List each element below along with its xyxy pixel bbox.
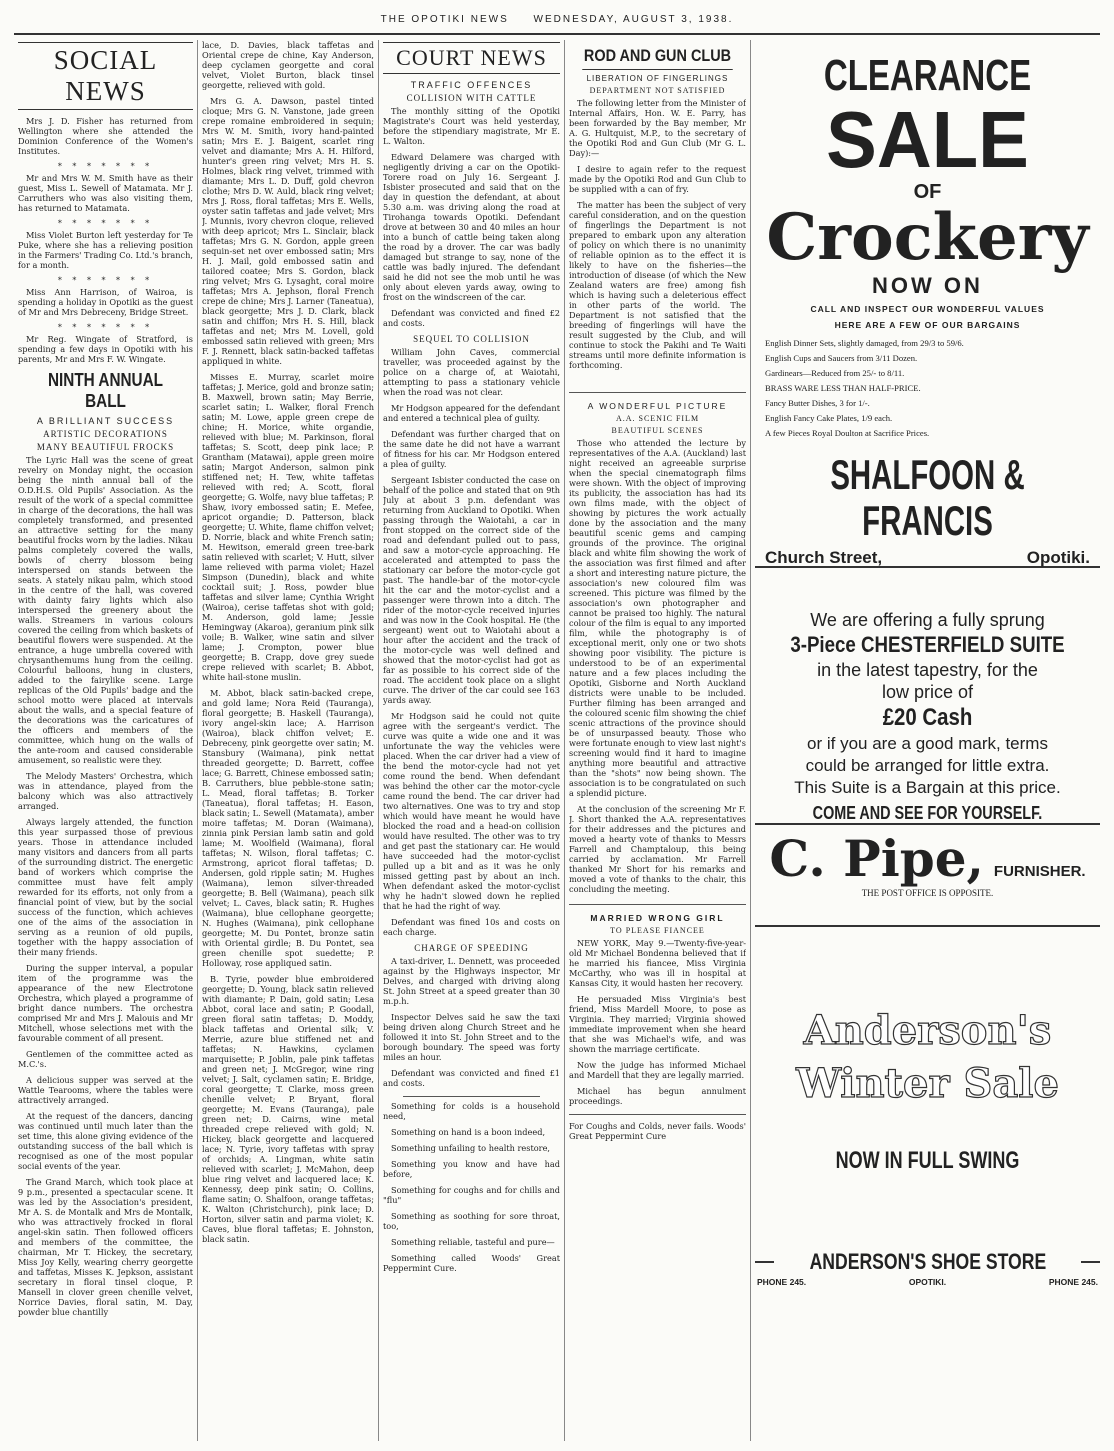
court-paragraph: Defendant was further charged that on the same date he did not have a warrant of fitness for his car. Mr Hodgson entered a plea of guilty. — [383, 429, 560, 469]
cure-footer: For Coughs and Colds, never fails. Woods' Great Peppermint Cure — [569, 1121, 746, 1141]
pipe-line: could be arranged for little extra. — [805, 756, 1050, 775]
rod-subheading: DEPARTMENT NOT SATISFIED — [589, 86, 726, 95]
pipe-trade: FURNISHER. — [993, 863, 1086, 880]
picture-subheading: BEAUTIFUL SCENES — [611, 426, 704, 435]
pipe-line: We are offering a fully sprung — [810, 610, 1045, 630]
paper-name: THE OPOTIKI NEWS — [380, 14, 509, 25]
ad-anderson — [755, 925, 1100, 1407]
sale-word: SALE — [826, 95, 1029, 184]
pipe-line: 3-Piece CHESTERFIELD SUITE — [790, 632, 1065, 657]
separator-stars: * * * * * * * — [57, 276, 154, 285]
bargains-line: HERE ARE A FEW OF OUR BARGAINS — [834, 320, 1021, 330]
verse-line: Something on hand is a boon indeed, — [391, 1127, 546, 1137]
court-news-heading: COURT NEWS — [383, 42, 560, 74]
ball-paragraph: Gentlemen of the committee acted as M.C.'s. — [18, 1049, 193, 1069]
court-paragraph: The monthly sitting of the Opotiki Magistrate's Court was held yesterday, before the stipendiary magistrate, Mr E. L. Walton. — [383, 106, 560, 146]
married-subheading: TO PLEASE FIANCEE — [610, 926, 705, 935]
separator-stars: * * * * * * * — [57, 219, 154, 228]
picture-heading: A WONDERFUL PICTURE — [587, 401, 728, 411]
bargain-item: English Dinner Sets, slightly damaged, from 29/3 to 59/6. — [765, 338, 964, 348]
social-item: Mr Reg. Wingate of Stratford, is spending a few days in Opotiki with his parents, Mr and Mrs F. W. Wingate. — [18, 334, 193, 364]
ball-paragraph: During the supper interval, a popular item of the programme was the appearance of the new Electrotone Orchestra, which played a programme of bright dance numbers. The orchestra comprised Mr and Mrs J. Malouis and Mr Mitchell, whose selections met with the favourable comment of all present. — [18, 963, 193, 1043]
married-paragraph: Now the judge has informed Michael and Mardell that they are legally married. — [569, 1060, 746, 1080]
bargain-item: English Cups and Saucers from 3/11 Dozen. — [765, 353, 918, 363]
court-subheading: CHARGE OF SPEEDING — [414, 943, 529, 953]
court-paragraph: Mr Hodgson appeared for the defendant and entered a technical plea of guilty. — [383, 403, 560, 423]
court-paragraph: A taxi-driver, L. Dennett, was proceeded against by the Highways inspector, Mr Delves, and charged with driving along St. John Street at a speed greater than 30 m.p.h. — [383, 956, 560, 1006]
anderson-word: Anderson's — [803, 1007, 1052, 1054]
rod-gun-heading: ROD AND GUN CLUB — [582, 46, 732, 70]
pipe-line: or if you are a good mark, terms — [807, 734, 1048, 753]
ad-clearance-sale — [755, 40, 1100, 568]
column-frocks — [202, 40, 374, 1443]
rod-paragraph: The following letter from the Minister of Internal Affairs, Hon. W. E. Parry, has been forwarded by the Bay member, Mr A. G. Hultquist, M.P., to the secretary of the Opotiki Rod and Gun Club (Mr G. L. Day):— — [569, 98, 746, 158]
winter-sale-word: Winter Sale — [796, 1060, 1059, 1107]
married-paragraph: NEW YORK, May 9.—Twenty-five-year-old Mr Michael Bondenna believed that if he married his fiancee, Miss Virginia McCarthy, who was ill in hospital at Kansas City, it would hasten her recovery. — [569, 938, 746, 988]
social-item: Miss Violet Burton left yesterday for Te Puke, where she has a relieving position in the Farmers' Trading Co. Ltd.'s branch, for a month. — [18, 230, 193, 270]
picture-paragraph: At the conclusion of the screening Mr F. J. Short thanked the A.A. representatives for their addresses and the pictures and moved a hearty vote of thanks to Messrs Farrell and Champtaloup, this being carried by acclamation. Mr Farrell thanked Mr Short for his remarks and moved a vote of thanks to the chair, this concluding the meeting. — [569, 804, 746, 894]
bargain-item: English Fancy Cake Plates, 1/9 each. — [765, 413, 893, 423]
social-item: Mrs J. D. Fisher has returned from Wellington where she attended the Dominion Conference of the Women's Institutes. — [18, 116, 193, 156]
court-subheading: COLLISION WITH CATTLE — [406, 93, 537, 103]
ball-subheading: A BRILLIANT SUCCESS — [36, 416, 175, 426]
ball-subheading: ARTISTIC DECORATIONS — [43, 429, 168, 439]
bargain-item: Gardinears—Reduced from 25/- to 8/11. — [765, 368, 905, 378]
social-news-heading: SOCIAL NEWS — [18, 42, 193, 110]
court-paragraph: Edward Delamere was charged with negligently driving a car on the Opotiki-Torere road on July 16. Sergeant J. Isbister prosecuted and said that on the day in question the defendant, at about 5.30 a.m. was driving along the road at Tirohanga towards Opotiki. Defendant drove at between 30 and 40 miles an hour into a bunch of cattle being taken along the road by a drover. The car was badly damaged but strange to say, none of the cattle was badly injured. The defendant said he did not see the mob until he was only about eleven yards away, owing to frost on the windscreen of the car. — [383, 152, 560, 302]
verse-line: Something for coughs and for chills and "flu" — [383, 1185, 560, 1205]
full-swing-line: NOW IN FULL SWING — [835, 1147, 1020, 1174]
picture-paragraph: Those who attended the lecture by representatives of the A.A. (Auckland) last night received an agreeable surprise when the special cinematograph films were shown. With the object of improving its publicity, the association has had its own films made, with the object of showing by pictures the work actually done by the association and the many beautiful scenic gems and camping grounds of the province. The original black and white film showing the work of the association was first filmed and after a short and interesting nature picture, the association's new coloured film was screened. This picture was filmed by the association's own photographer and cannot be praised too highly. The natural colour of the film is equal to any imported film, while the photography is of exceptional merit, only one or two shots showing poor visibility. The picture is understood to be of an experimental nature and a few places including the Opotiki, Gisborne and North Auckland districts were unable to be included. Further filming has been arranged and the coloured scenic film showing the chief scenic attractions of the province should be of unsurpassed beauty. Those who were fortunate enough to view last night's screening would find it hard to imagine anything more beautiful and attractive than the "shots" now being shown. The association is to be congratulated on such a splendid picture. — [569, 438, 746, 798]
frocks-paragraph: Misses E. Murray, scarlet moire taffetas; J. Merice, gold and bronze satin; B. Maxwell, brown satin; May Berrie, scarlet satin; L. Walker, floral French satin; M. Lowe, apple green crepe de chine; H. Morice, white organdie, relieved with blue; M. Parkinson, floral taffetas; S. Scott, deep pink lace; P. Grantham (Matawai), apple green moire satin; Margot Anderson, salmon pink stiffened net; H. Tew, white taffetas relieved with red; A. Scott, floral georgette; G. Wolfe, navy blue taffetas; P. Shaw, ivory embossed satin; E. Mefee, apricot organdie; D. Patterson, black georgette; U. White, flame chiffon velvet; D. Norrie, black and white French satin; M. Hewitson, emerald green tree-bark satin relieved with scarlet; V. Hutt, silver lame relieved with parma violet; Hazel Simpson (Dunedin), black and white cocktail suit; J. Ross, powder blue taffetas and silver lame; Cynthia Wright (Wairoa), cerise taffetas shot with gold; M. Anderson, gold lame; Jessie Hemingway (Akaroa), geranium pink silk voile; B. Walker, wine satin and silver lame; J. Crompton, power blue georgette; B. Crapp, dove grey suede crepe relieved with scarlet; B. Abbot, white hail-stone muslin. — [202, 372, 374, 682]
picture-subheading: A.A. SCENIC FILM — [615, 414, 700, 423]
phone-right: PHONE 245. — [1048, 1277, 1098, 1287]
column-social — [18, 40, 193, 1443]
social-item: Miss Ann Harrison, of Wairoa, is spending a holiday in Opotiki as the guest of Mr and Mrs Debreceny, Bridge Street. — [18, 287, 193, 317]
store-town: OPOTIKI. — [908, 1277, 947, 1287]
rod-subheading: LIBERATION OF FINGERLINGS — [586, 74, 729, 83]
bargain-item: BRASS WARE LESS THAN HALF-PRICE. — [765, 383, 921, 393]
pipe-line: This Suite is a Bargain at this price. — [794, 778, 1061, 797]
married-paragraph: He persuaded Miss Virginia's best friend, Miss Mardell Moore, to pose as Virginia. They married; Virginia showed immediate improvement when she heard that she was Michael's wife, and was shown the marriage certificate. — [569, 994, 746, 1054]
separator-stars: * * * * * * * — [57, 162, 154, 171]
verse-line: Something as soothing for sore throat, too, — [383, 1211, 560, 1231]
verse-line: Something called Woods' Great Peppermint Cure. — [383, 1253, 560, 1273]
court-subheading: SEQUEL TO COLLISION — [413, 334, 530, 344]
rod-paragraph: I desire to again refer to the request made by the Opotiki Rod and Gun Club to be supplied with a can of fry. — [569, 164, 746, 194]
court-paragraph: Sergeant Isbister conducted the case on behalf of the police and stated that on 9th July at about 3 p.m. defendant was returning from Auckland to Opotiki. When passing through the Waiotahi, a car in front stopped on the correct side of the road and defendant pulled out to pass, and saw a motor-cycle approaching. He accelerated and attempted to pass the stationary car before the motor-cycle got past. The handle-bar of the motor-cycle hit the car and the motor-cyclist and a passenger were thrown into a ditch. The rider of the motor-cycle received injuries and was now in the Cook hospital. He (the sergeant) went out to Waiotahi about a hour after the accident and the track of the motor-cycle was well defined and showed that the motor-cyclist had got as far as possible to his correct side of the road. The accident took place on a slight curve. The driver of the car could see 163 yards away. — [383, 475, 560, 705]
of-word: OF — [913, 181, 942, 203]
court-paragraph: Defendant was convicted and fined £1 and costs. — [383, 1068, 560, 1088]
pipe-line: low price of — [881, 682, 974, 702]
now-on-word: NOW ON — [872, 273, 983, 298]
verse-line: Something for colds is a household need, — [383, 1101, 560, 1121]
crockery-word: Crockery — [766, 200, 1089, 275]
ball-heading: NINTH ANNUAL BALL — [47, 370, 164, 411]
shoe-store: ANDERSON'S SHOE STORE — [809, 1249, 1046, 1274]
court-paragraph: Mr Hodgson said he could not quite agree with the sergeant's verdict. The curve was quite a wide one and it was unfortunate the way the vehicles were placed. When the car driver had a view of the bend the motor-cycle had not yet come round the bend. When defendant was behind the other car the motor-cycle came round the bend. The car driver had two alternatives. One was to try and stop which would have meant he would have blocked the road and a head-on collision would have resulted. The other was to try and get past the stationary car. He would have succeeded had the motor-cyclist pulled up a bit and as it was he only missed getting past by about an inch. When defendant asked the motor-cyclist why he hadn't slowed down he replied that he had the right of way. — [383, 711, 560, 911]
court-paragraph: William John Caves, commercial traveller, was proceeded against by the police on a charge of, at Waiotahi, attempting to pass a stationary vehicle when the road was not clear. — [383, 347, 560, 397]
ball-paragraph: Always largely attended, the function this year surpassed those of previous years. Those in attendance included many visitors and dancers from all parts of the surrounding district. The energetic band of workers which comprise the committee must have felt amply rewarded for its efforts, not only from a financial point of view, but by the social success of the function, which achieves one of the aims of the association in serving as a reunion of old pupils, together with the happy association of their many friends. — [18, 817, 193, 957]
court-paragraph: Defendant was convicted and fined £2 and costs. — [383, 308, 560, 328]
column-rod-gun — [569, 40, 746, 1443]
ball-paragraph: At the request of the dancers, dancing was continued until much later than the set time, this alone giving evidence of the outstanding success of the ball which is recognised as one of the most popular social events of the year. — [18, 1111, 193, 1171]
verse-line: Something unfailing to health restore, — [391, 1143, 551, 1153]
masthead-rule — [14, 33, 1100, 35]
ball-paragraph: The Grand March, which took place at 9 p.m., presented a spectacular scene. It was led by the Association's president, Mr A. S. de Montalk and Mrs de Montalk, who was attractively frocked in floral angel-skin satin. Then followed officers and members of the committee, the chairman, Mr T. Hickey, the secretary, Miss Joy Kelly, wearing cherry georgette and taffetas, Misses K. Jepkson, assistant secretary in floral tinsel cloque, P. Mansell in clover green chenille velvet, Norrice Davies, floral satin, M. Day, powder blue chantilly — [18, 1177, 193, 1317]
post-office-note: THE POST OFFICE IS OPPOSITE. — [861, 888, 994, 898]
frocks-paragraph: B. Tyrie, powder blue embroidered georgette; D. Young, black satin relieved with diamante; P. Dain, gold satin; Lesa Abbot, coral lace and satin; P. Goodall, green floral satin taffetas; D. Moddy, black taffetas and Oriental silk; V. Merrie, azure blue stiffened net and taffetas; N. Hawkins, cyclamen marquisette; P. Joblin, pale pink taffetas and green net; J. McGregor, wine ring velvet; J. Salt, cyclamen satin; E. Bridge, coral georgette; T. Clarke, moss green chenille velvet; P. Bryant, floral georgette; M. Evans (Tauranga), pale green net; D. Cairns, wine metal threaded crepe relieved with gold; N. Hickey, black georgette and lacquered lace; N. Tyrie, ivory taffetas with spray of orchids; A. Lingman, white satin relieved with scarlet; J. McMahon, deep blue ring velvet and lacquered lace; K. Kennessy, deep pink satin; O. Collins, flame satin; O. Shalfoon, orange taffetas; K. Walton (Christchurch), pink lace; D. Horton, silver satin and parma violet; K. Caves, blue floral taffetas; E. Johnston, black satin. — [202, 974, 374, 1244]
bargain-item: A few Pieces Royal Doulton at Sacrifice Prices. — [765, 428, 930, 438]
pipe-line: in the latest tapestry, for the — [817, 660, 1038, 680]
call-line: CALL AND INSPECT OUR WONDERFUL VALUES — [810, 304, 1045, 314]
shalfoon-francis: SHALFOON & FRANCIS — [830, 451, 1025, 544]
ad-pipe-name — [755, 823, 1100, 923]
firm-street: Church Street, — [765, 548, 883, 567]
separator-stars: * * * * * * * — [57, 323, 154, 332]
column-court — [383, 40, 560, 1443]
ball-paragraph: The Lyric Hall was the scene of great revelry on Monday night, the occasion being the ninth annual ball of the O.D.H.S. Old Pupils' Association. As the result of the work of a special committee in charge of the decorations, the hall was completely transformed, and presented an attractive setting for the many beautiful frocks worn by the ladies. Nikau palms completely covered the walls, bowls of cherry blossom being interspersed on stands between the seats. A stately nikau palm, which stood in the centre of the hall, was covered with dainty fairy lights which also interspersed the greenery about the walls. Streamers in various colours covered the ceiling from which baskets of beautiful flowers were suspended. At the entrance, a huge umbrella covered with chrysanthemums hung from the ceiling. Colourful balloons, hung in clusters, added to the fairylike scene. Large replicas of the Old Pupils' badge and the school motto were placed at intervals about the walls, and a special feature of the decorations was the caricatures of the officers and members of the committee, which hung on the walls of the ante-room and caused considerable amusement, so realistic were they. — [18, 455, 193, 765]
clearance-word: CLEARANCE — [823, 51, 1032, 100]
ball-paragraph: The Melody Masters' Orchestra, which was in attendance, played from the balcony which was also attractively arranged. — [18, 771, 193, 811]
married-paragraph: Michael has begun annulment proceedings. — [569, 1086, 746, 1106]
married-heading: MARRIED WRONG GIRL — [590, 913, 725, 923]
court-subheading: TRAFFIC OFFENCES — [410, 80, 533, 90]
masthead — [14, 14, 1100, 34]
rod-paragraph: The matter has been the subject of very careful consideration, and on the question of fingerlings the Department is not prepared to embark upon any alteration of policy on which there is no unanimity of reliable opinion as to the effect it is likely to have on the fisheries—the introduction of disease (of which the New Zealand waters are free) among fish which is having such a deleterious effect in other parts of the world. The Department is not satisfied that the breeding of fingerlings will have the result suggested by the Club, and will continue to stock the Pakihi and Te Waiti streams until more definite information is forthcoming. — [569, 200, 746, 370]
firm-town: Opotiki. — [1026, 548, 1090, 567]
verse-line: Something you know and have had before, — [383, 1159, 560, 1179]
court-paragraph: Inspector Delves said he saw the taxi being driven along Church Street and he followed it into St. John Street and to the borough boundary. The speed was forty miles an hour. — [383, 1012, 560, 1062]
pipe-name: C. Pipe, — [769, 829, 984, 888]
bargain-item: Fancy Butter Dishes, 3 for 1/-. — [765, 398, 870, 408]
ball-paragraph: A delicious supper was served at the Wattle Tearooms, where the tables were attractively arranged. — [18, 1075, 193, 1105]
phone-left: PHONE 245. — [757, 1277, 807, 1287]
social-item: Mr and Mrs W. M. Smith have as their guest, Miss L. Sewell of Matamata. Mr J. Carruthers who was also visiting them, has returned to Matamata. — [18, 173, 193, 213]
verse-line: Something reliable, tasteful and pure— — [391, 1237, 555, 1247]
pipe-line: COME AND SEE FOR YOURSELF. — [812, 803, 1043, 823]
frocks-paragraph: lace, D. Davies, black taffetas and Oriental crepe de chine, Kay Anderson, deep cyclamen georgette and coral velvet, Violet Burton, black tinsel georgette, relieved with gold. — [202, 40, 374, 90]
frocks-paragraph: Mrs G. A. Dawson, pastel tinted cloque; Mrs G. N. Vanstone, jade green crepe romaine embroidered in sequin; Mrs W. M. Smith, ivory hand-painted satin; Mrs E. J. Baigent, scarlet ring velvet and diamante; Mrs A. H. Hilford, hunter's green ring velvet; Mrs H. S. Holmes, black ring velvet, trimmed with diamante; Mrs L. D. Duff, gold chevron clothe; Mrs D. W. Auld, black ring velvet; Mrs J. Ross, floral taffetas; Mrs E. Wells, oyster satin taffetas and jade velvet; Mrs J. Munnis, ivory chevron cloque, relieved with deep apricot; Mrs L. Sinclair, black taffetas; Mrs G. N. Gordon, apple green sequin-set net over embossed satin; Mrs H. J. Mail, gold embossed satin and tailored coatee; Mrs S. Gordon, black ring velvet; Mrs G. Lysaght, coral moire taffetas; Mrs A. Jephson, floral French crepe de chine; Mrs J. Larner (Taneatua), black georgette; Mrs J. D. Clark, black satin and chiffon; Mrs H. S. Hill, black taffetas and net; Mrs M. Lovell, gold embossed satin relieved with green; Mrs F. J. Rennett, black satin-backed taffetas appliqued in white. — [202, 96, 374, 366]
frocks-paragraph: M. Abbot, black satin-backed crepe, and gold lame; Nora Reid (Tauranga), floral georgette; B. Haskell (Tauranga), ivory angel-skin lace; A. Harrison (Wairoa), black chiffon velvet; E. Debreceny, pink georgette over satin; M. Stansbury (Waimana), pink nettat threaded georgette; D. Barrett, coffee lace; G. Barrett, Chinese embossed satin; B. Carruthers, blue pebble-stone satin; L. Mead, floral taffetas; B. Torker (Taneatua), floral taffetas; H. Eason, black satin; L. Sewell (Matamata), amber moire taffetas; M. Doran (Waimana), zinnia pink Persian lamb satin and gold lame; M. Woolfield (Waimana), floral taffetas; N. Wilson, floral taffetas; C. Armstrong, apricot floral taffetas; D. Andersen, gold ripple satin; M. Hughes (Waimana), lemon silver-threaded georgette; B. Bell (Waimana), peach silk velvet; L. Caves, black satin; R. Hughes (Waimana), blue cellophane georgette; N. Hughes (Waimana), pink cellophane georgette; M. Du Pontet, bronze satin with Oriental girdle; B. Du Pontet, sea green chenille spot suedette; P. Holloway, rose appliqued satin. — [202, 688, 374, 968]
issue-date: WEDNESDAY, AUGUST 3, 1938. — [533, 14, 734, 25]
price-line: £20 Cash — [882, 704, 973, 731]
ball-subheading: MANY BEAUTIFUL FROCKS — [36, 442, 175, 452]
ad-chesterfield — [755, 575, 1100, 825]
court-paragraph: Defendant was fined 10s and costs on each charge. — [383, 917, 560, 937]
